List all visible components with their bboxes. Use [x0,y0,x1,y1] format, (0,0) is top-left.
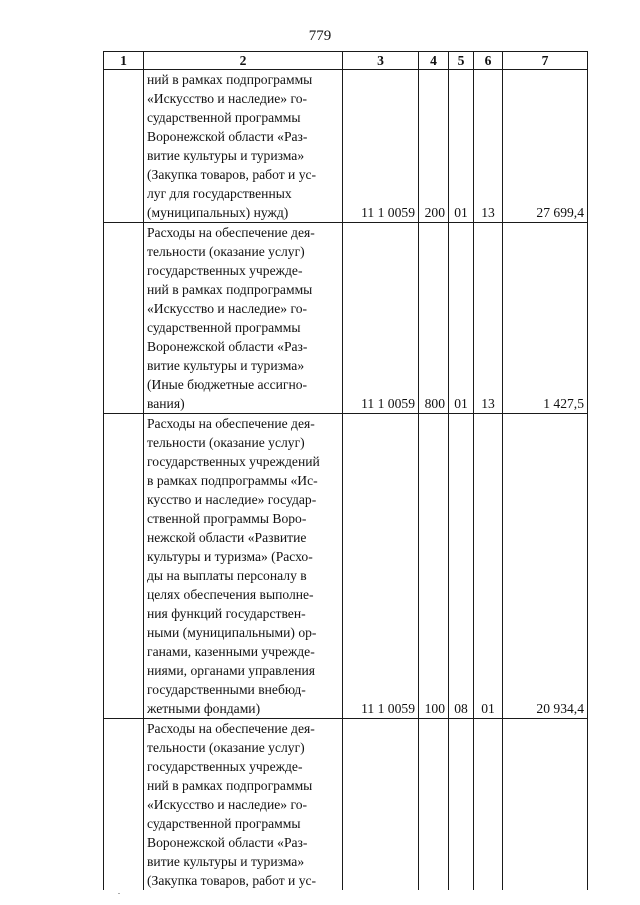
description-line: Воронежской области «Раз- [147,835,308,850]
description-line: сударственной программы [147,110,301,125]
description-line: сударственной программы [147,320,301,335]
amount-cell: 1 427,5 [503,223,588,414]
subsection-cell: 01 [474,414,503,719]
description-line: ганами, казенными учрежде- [147,644,315,659]
subsection-cell: 13 [474,70,503,223]
description-line: луг для государственных [147,186,292,201]
subsection-cell: 13 [474,223,503,414]
expense-type-cell [419,719,449,891]
column-header-2: 2 [144,52,343,70]
target-article-code-cell [343,719,419,891]
description-line: тельности (оказание услуг) [147,244,305,259]
description-line: (Иные бюджетные ассигно- [147,377,308,392]
description-cell [144,719,343,891]
description-line: «Искусство и наследие» го- [147,797,308,812]
description-line: тельности (оказание услуг) [147,740,305,755]
description-line: витие культуры и туризма» [147,358,305,373]
column-header-7: 7 [503,52,588,70]
section-cell: 08 [449,414,474,719]
description-line: витие культуры и туризма» [147,854,305,869]
description-line: Расходы на обеспечение дея- [147,721,315,736]
description-line: жетными фондами) [147,701,261,716]
description-line: ниями, органами управления [147,663,316,678]
page-number: 779 [308,28,332,44]
description-line: ния функций государствен- [147,606,306,621]
expense-type-cell: 800 [419,223,449,414]
section-cell [449,719,474,891]
table-row [104,719,588,891]
description-line: целях обеспечения выполне- [147,587,314,602]
row-number-cell [104,70,144,223]
table-row [104,414,588,719]
description-line: Расходы на обеспечение дея- [147,225,315,240]
description-line: сударственной программы [147,816,301,831]
description-line: (Закупка товаров, работ и ус- [147,873,317,888]
section-cell: 01 [449,223,474,414]
table-header-row [104,52,588,70]
row-number-cell [104,414,144,719]
column-header-4: 4 [419,52,449,70]
expense-type-cell: 100 [419,414,449,719]
description-line: ний в рамках подпрограммы [147,778,313,793]
description-line: нежской области «Развитие [147,530,307,545]
description-line: (Закупка товаров, работ и ус- [147,167,317,182]
amount-cell [503,719,588,891]
column-header-3: 3 [343,52,419,70]
row-number-cell [104,223,144,414]
expense-type-cell: 200 [419,70,449,223]
description-line: (муниципальных) нужд) [147,205,289,220]
description-line: ний в рамках подпрограммы [147,72,313,87]
description-line: государственных учреждений [147,454,320,469]
table-row [104,70,588,223]
description-line: ственной программы Воро- [147,511,307,526]
description-line: ний в рамках подпрограммы [147,282,313,297]
scan-speck [118,893,120,894]
description-line: Воронежской области «Раз- [147,129,308,144]
description-cell [144,70,343,223]
description-line: в рамках подпрограммы «Ис- [147,473,318,488]
amount-cell: 20 934,4 [503,414,588,719]
budget-table [103,51,588,890]
description-line: витие культуры и туризма» [147,148,305,163]
description-line: ды на выплаты персоналу в [147,568,307,583]
description-line: культуры и туризма» (Расхо- [147,549,313,564]
section-cell: 01 [449,70,474,223]
description-cell [144,223,343,414]
description-cell [144,414,343,719]
target-article-code-cell: 11 1 0059 [343,223,419,414]
description-line: государственными внебюд- [147,682,306,697]
description-line: «Искусство и наследие» го- [147,301,308,316]
description-line: государственных учрежде- [147,263,303,278]
description-line: тельности (оказание услуг) [147,435,305,450]
row-number-cell [104,719,144,891]
description-line: кусство и наследие» государ- [147,492,317,507]
description-line: Расходы на обеспечение дея- [147,416,315,431]
target-article-code-cell: 11 1 0059 [343,414,419,719]
description-line: ными (муниципальными) ор- [147,625,317,640]
target-article-code-cell: 11 1 0059 [343,70,419,223]
column-header-1: 1 [104,52,144,70]
subsection-cell [474,719,503,891]
column-header-5: 5 [449,52,474,70]
amount-cell: 27 699,4 [503,70,588,223]
description-line: «Искусство и наследие» го- [147,91,308,106]
description-line: Воронежской области «Раз- [147,339,308,354]
column-header-6: 6 [474,52,503,70]
description-line: вания) [147,396,185,411]
table-row [104,223,588,414]
description-line: государственных учрежде- [147,759,303,774]
